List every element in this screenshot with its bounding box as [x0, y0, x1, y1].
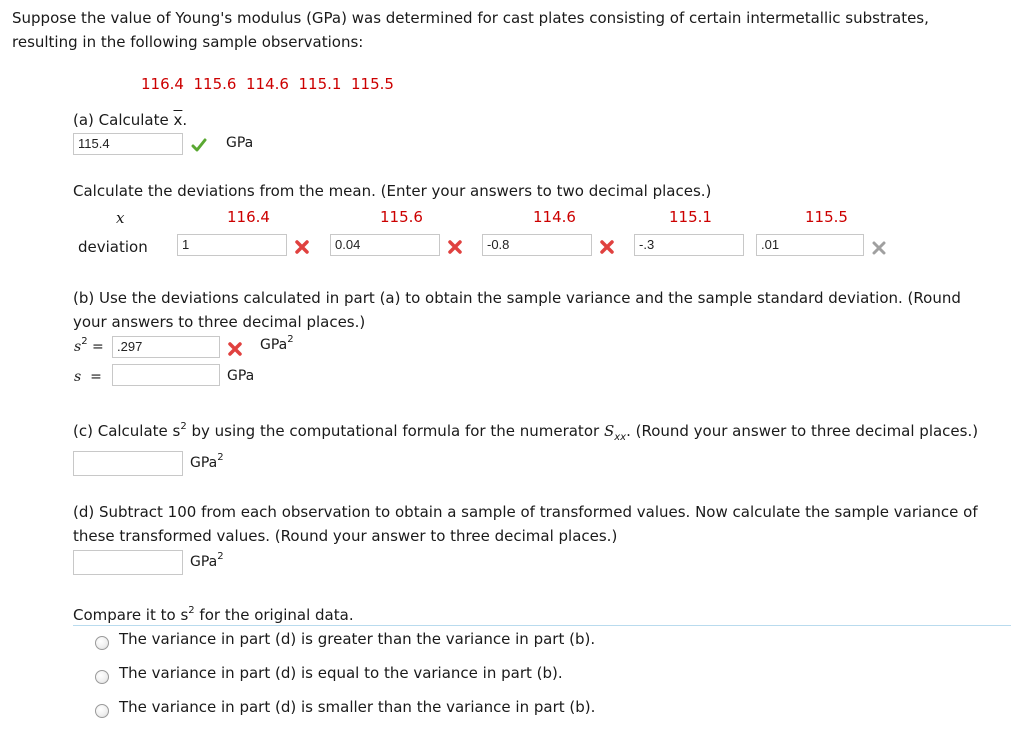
- radio-option-smaller[interactable]: [95, 704, 109, 718]
- option-smaller-label[interactable]: The variance in part (d) is smaller than the variance in part (b).: [119, 698, 596, 716]
- x-bar-symbol: $\overline{x}$: [173, 111, 183, 129]
- question-intro-line2: resulting in the following sample observations:: [12, 33, 364, 51]
- cross-icon: [294, 239, 310, 255]
- part-a-unit: GPa: [226, 135, 254, 151]
- s2-label: $s^2$ =: [74, 336, 104, 355]
- compare-prompt: Compare it to $s^2$ for the original data.: [73, 605, 354, 624]
- s2-unit: GPa$^2$: [260, 334, 294, 353]
- deviation-input-2[interactable]: 0.04: [330, 234, 440, 256]
- part-c-input[interactable]: [73, 451, 183, 476]
- part-b-line2: your answers to three decimal places.): [73, 313, 366, 331]
- part-c-text: (c) Calculate $s^2$ by using the computational formula for the numerator $S_{xx}$. (Round your answer to three decimal places.): [73, 421, 979, 443]
- deviations-instruction: Calculate the deviations from the mean. (Enter your answers to two decimal places.): [73, 182, 712, 200]
- part-d-unit: GPa$^2$: [190, 551, 224, 570]
- cross-icon: [599, 239, 615, 255]
- deviation-x-value: 115.6: [380, 208, 423, 226]
- deviation-input-1[interactable]: 1: [177, 234, 287, 256]
- s2-input[interactable]: .297: [112, 336, 220, 358]
- deviation-input-3[interactable]: -0.8: [482, 234, 592, 256]
- observation-value: 115.5: [351, 75, 394, 93]
- divider-line: [73, 625, 1011, 626]
- s-input[interactable]: [112, 364, 220, 386]
- deviation-input-5[interactable]: .01: [756, 234, 864, 256]
- part-a-input[interactable]: 115.4: [73, 133, 183, 155]
- part-d-line2: these transformed values. (Round your answer to three decimal places.): [73, 527, 618, 545]
- observation-value: 115.1: [298, 75, 342, 93]
- radio-option-greater[interactable]: [95, 636, 109, 650]
- deviation-x-value: 116.4: [227, 208, 270, 226]
- observation-value: 116.4: [141, 75, 184, 93]
- deviation-x-value: 115.5: [805, 208, 848, 226]
- option-greater-label[interactable]: The variance in part (d) is greater than the variance in part (b).: [119, 630, 596, 648]
- observation-value: 114.6: [246, 75, 289, 93]
- part-b-line1: (b) Use the deviations calculated in part (a) to obtain the sample variance and the sample standard deviation. (Round: [73, 289, 961, 307]
- part-d-line1: (d) Subtract 100 from each observation to obtain a sample of transformed values. Now calculate the sample variance of: [73, 503, 978, 521]
- s-unit: GPa: [227, 368, 255, 384]
- cross-icon: [871, 240, 887, 256]
- deviation-x-value: 115.1: [669, 208, 712, 226]
- option-equal-label[interactable]: The variance in part (d) is equal to the variance in part (b).: [119, 664, 563, 682]
- check-icon: [191, 137, 207, 153]
- deviation-row-label: deviation: [78, 238, 148, 256]
- deviation-input-4[interactable]: -.3: [634, 234, 744, 256]
- observations-list: [141, 75, 394, 93]
- radio-option-equal[interactable]: [95, 670, 109, 684]
- part-c-unit: GPa$^2$: [190, 452, 224, 471]
- question-intro-line1: Suppose the value of Young's modulus (GPa) was determined for cast plates consisting of certain intermetallic substrates,: [12, 9, 929, 27]
- s-label: s =: [74, 369, 102, 385]
- x-header: x: [116, 209, 125, 227]
- cross-icon: [447, 239, 463, 255]
- cross-icon: [227, 341, 243, 357]
- observation-value: 115.6: [193, 75, 237, 93]
- part-d-input[interactable]: [73, 550, 183, 575]
- part-a-label: (a) Calculate $\overline{x}$.: [73, 111, 188, 129]
- deviation-x-value: 114.6: [533, 208, 576, 226]
